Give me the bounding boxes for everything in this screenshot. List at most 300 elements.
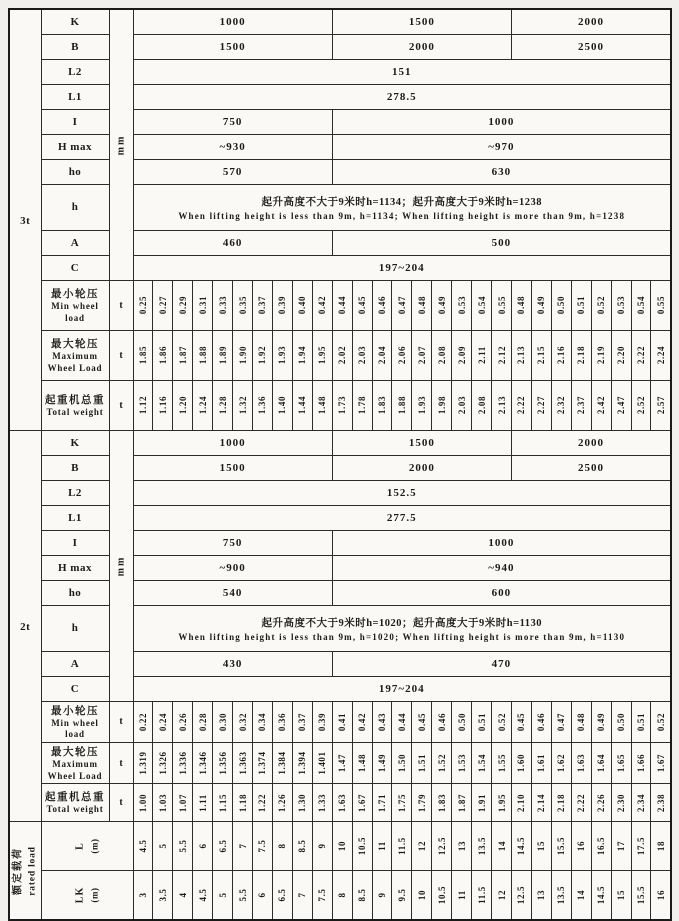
rotated-text: 0.54 — [476, 295, 487, 315]
load-value-cell — [193, 784, 213, 822]
load-value-cell — [253, 784, 273, 822]
load-value-cell — [571, 784, 591, 822]
load-value-cell — [512, 330, 532, 380]
load-value-cell — [651, 380, 671, 430]
load-value-cell — [133, 380, 153, 430]
rotated-text: 5.5 — [237, 888, 248, 902]
load-value-cell — [591, 784, 611, 822]
span-value-cell — [272, 822, 292, 871]
rotated-text: 2.02 — [337, 345, 347, 365]
rotated-text: 1.33 — [317, 793, 328, 812]
rotated-text: 0.50 — [556, 295, 567, 315]
rotated-text: 14 — [576, 889, 587, 901]
rotated-text: 2.22 — [635, 345, 646, 365]
rotated-text: 0.46 — [376, 295, 387, 315]
rotated-text: 18 — [655, 841, 666, 852]
unit-t-cell: t — [109, 742, 133, 783]
span-value-cell — [571, 871, 591, 920]
load-value-cell — [173, 784, 193, 822]
rotated-text: 0.32 — [237, 712, 248, 731]
rotated-text: 1.67 — [356, 793, 367, 812]
load-value-cell — [631, 380, 651, 430]
span-value-cell — [452, 822, 472, 871]
load-value-cell — [531, 330, 551, 380]
rotated-text: 14 — [496, 841, 507, 852]
span-value-cell — [352, 871, 372, 920]
rotated-text: 0.46 — [436, 712, 447, 731]
span-value-cell — [512, 822, 532, 871]
span-value-cell — [213, 822, 233, 871]
rotated-text: 2.13 — [496, 395, 507, 415]
load-value-cell — [651, 784, 671, 822]
rotated-text: 13 — [536, 889, 547, 901]
load-value-cell — [253, 742, 273, 783]
load-value-cell — [352, 330, 372, 380]
span-value-cell — [292, 822, 312, 871]
span-value-cell — [472, 871, 492, 920]
load-value-cell — [372, 701, 392, 742]
span-value-cell — [372, 871, 392, 920]
load-value-cell — [292, 280, 312, 330]
load-value-cell — [412, 280, 432, 330]
rotated-text: 0.22 — [137, 712, 148, 731]
rotated-text: 0.50 — [615, 712, 626, 731]
param-label-L2: L2 — [41, 480, 109, 505]
rotated-text: 2.47 — [615, 395, 626, 415]
rotated-text: 1.61 — [536, 753, 547, 773]
param-label-h: h — [41, 184, 109, 230]
span-value-cell — [472, 822, 492, 871]
load-value-cell — [312, 380, 332, 430]
load-value-cell — [392, 380, 412, 430]
dim-value-cell: ~900 — [133, 555, 332, 580]
span-value-cell — [531, 871, 551, 920]
load-value-cell — [551, 380, 571, 430]
load-value-cell — [173, 280, 193, 330]
rotated-text: 1.92 — [257, 345, 268, 365]
load-value-cell — [651, 280, 671, 330]
dim-value-cell: ~940 — [332, 555, 671, 580]
span-value-cell — [512, 871, 532, 920]
load-value-cell — [392, 701, 412, 742]
rotated-text: 7.5 — [257, 839, 268, 853]
rotated-text: 4.5 — [197, 888, 208, 902]
param-label-ho: ho — [41, 159, 109, 184]
load-value-cell — [332, 380, 352, 430]
load-value-cell — [272, 701, 292, 742]
rotated-text: 1.326 — [157, 751, 168, 775]
load-value-cell — [332, 701, 352, 742]
rotated-text: 1.75 — [396, 793, 407, 812]
span-value-cell — [233, 871, 253, 920]
rotated-text: 2.52 — [635, 395, 646, 415]
rotated-text: 0.48 — [416, 295, 427, 315]
load-value-cell — [213, 742, 233, 783]
load-value-cell — [153, 330, 173, 380]
load-value-cell — [611, 784, 631, 822]
load-value-cell — [611, 742, 631, 783]
load-row-label: 最小轮压 Min wheel load — [41, 701, 109, 742]
load-value-cell — [392, 784, 412, 822]
load-value-cell — [253, 330, 273, 380]
load-value-cell — [571, 330, 591, 380]
load-value-cell — [332, 784, 352, 822]
load-value-cell — [352, 280, 372, 330]
rotated-text: 额定载荷 rated load — [12, 845, 38, 896]
load-row-label: 起重机总重 Total weight — [41, 380, 109, 430]
rotated-text: 1.55 — [496, 753, 507, 773]
rotated-text: 2.15 — [536, 345, 547, 365]
rotated-text: 15 — [615, 889, 626, 901]
load-value-cell — [272, 380, 292, 430]
rotated-text: 2.37 — [576, 395, 587, 415]
rotated-text: 1.12 — [137, 395, 148, 415]
span-value-cell — [253, 822, 273, 871]
load-value-cell — [492, 742, 512, 783]
rotated-text: 0.52 — [595, 295, 606, 315]
rotated-text: 2.38 — [655, 793, 666, 812]
dim-value-cell — [133, 605, 671, 651]
load-value-cell — [372, 784, 392, 822]
dim-value-cell: 500 — [332, 230, 671, 255]
span-value-cell — [332, 871, 352, 920]
span-value-cell — [153, 822, 173, 871]
rotated-text: 1.93 — [416, 395, 427, 415]
param-label-H-max: H max — [41, 134, 109, 159]
rotated-text: 0.43 — [376, 712, 387, 731]
rotated-text: 0.41 — [337, 712, 347, 731]
dim-value-cell: 430 — [133, 651, 332, 676]
param-label-B: B — [41, 34, 109, 59]
load-value-cell — [412, 784, 432, 822]
dim-value-cell: 540 — [133, 580, 332, 605]
rotated-text: 1.394 — [297, 751, 308, 775]
load-value-cell — [512, 380, 532, 430]
load-value-cell — [531, 742, 551, 783]
rotated-text: 2.27 — [536, 395, 547, 415]
load-value-cell — [292, 742, 312, 783]
param-label-C: C — [41, 255, 109, 280]
rotated-text: 0.47 — [396, 295, 407, 315]
load-value-cell — [631, 280, 651, 330]
load-value-cell — [551, 701, 571, 742]
rotated-text: 2.18 — [556, 793, 567, 812]
rotated-text: 0.33 — [217, 295, 228, 315]
rotated-text: 12.5 — [436, 837, 447, 856]
load-value-cell — [213, 784, 233, 822]
rotated-text: 7 — [237, 843, 248, 849]
rotated-text: 1.90 — [237, 345, 248, 365]
load-value-cell — [551, 784, 571, 822]
load-value-cell — [412, 380, 432, 430]
rotated-text: 1.36 — [257, 395, 268, 415]
span-value-cell — [591, 871, 611, 920]
dim-value-cell: 197~204 — [133, 255, 671, 280]
load-value-cell — [133, 784, 153, 822]
rotated-text: 0.52 — [496, 712, 507, 731]
load-value-cell — [492, 280, 512, 330]
load-value-cell — [352, 784, 372, 822]
param-label-L2: L2 — [41, 59, 109, 84]
rotated-text: 2.08 — [436, 345, 447, 365]
load-value-cell — [133, 280, 153, 330]
rotated-text: 0.48 — [516, 295, 527, 315]
param-label-B: B — [41, 455, 109, 480]
span-value-cell — [571, 822, 591, 871]
load-value-cell — [372, 380, 392, 430]
rotated-text: 12 — [496, 889, 507, 901]
span-value-cell — [312, 822, 332, 871]
span-value-cell — [332, 822, 352, 871]
rotated-text: 1.363 — [237, 751, 248, 775]
dim-value-cell: 2500 — [512, 34, 671, 59]
span-value-cell — [372, 822, 392, 871]
load-value-cell — [492, 701, 512, 742]
span-value-cell — [392, 822, 412, 871]
load-value-cell — [233, 380, 253, 430]
load-value-cell — [611, 701, 631, 742]
rotated-text: 0.47 — [556, 712, 567, 731]
load-value-cell — [472, 742, 492, 783]
rotated-text: 0.35 — [237, 295, 248, 315]
load-value-cell — [332, 330, 352, 380]
rotated-text: 1.65 — [615, 753, 626, 773]
rotated-text: 8.5 — [297, 839, 308, 853]
rotated-text: 0.30 — [217, 712, 228, 731]
dim-value-cell: 1500 — [133, 34, 332, 59]
load-value-cell — [173, 330, 193, 380]
dim-value-cell: 750 — [133, 109, 332, 134]
rotated-text: 2.34 — [635, 793, 646, 812]
load-value-cell — [611, 330, 631, 380]
param-label-ho: ho — [41, 580, 109, 605]
load-value-cell — [193, 280, 213, 330]
rotated-text: 2.22 — [576, 793, 587, 812]
rotated-text: 1.07 — [177, 793, 188, 812]
rotated-text: 12 — [416, 841, 427, 852]
rotated-text: 0.51 — [576, 295, 587, 315]
load-value-cell — [312, 742, 332, 783]
load-value-cell — [292, 380, 312, 430]
span-value-cell — [253, 871, 273, 920]
rotated-text: 0.37 — [257, 295, 268, 315]
load-row-label: 最大轮压 Maximum Wheel Load — [41, 742, 109, 783]
load-value-cell — [233, 330, 253, 380]
rotated-text: 0.45 — [516, 712, 527, 731]
load-value-cell — [512, 280, 532, 330]
span-value-cell — [531, 822, 551, 871]
dim-value-cell: 2000 — [512, 9, 671, 34]
load-value-cell — [233, 742, 253, 783]
section-label-text: 2t — [20, 620, 31, 633]
param-label-I: I — [41, 109, 109, 134]
rotated-text: 1.384 — [277, 751, 288, 775]
rotated-text: 1.86 — [157, 345, 168, 365]
rotated-text: 15 — [536, 841, 547, 852]
rotated-text: 0.26 — [177, 712, 188, 731]
rotated-text: 1.88 — [197, 345, 208, 365]
load-value-cell — [412, 330, 432, 380]
rotated-text: 1.98 — [436, 395, 447, 415]
load-value-cell — [591, 380, 611, 430]
load-value-cell — [631, 701, 651, 742]
load-value-cell — [272, 784, 292, 822]
crane-spec-table — [8, 8, 672, 921]
rotated-text: 1.40 — [277, 395, 288, 415]
load-value-cell — [432, 701, 452, 742]
load-value-cell — [153, 280, 173, 330]
load-value-cell — [591, 330, 611, 380]
rotated-text: 0.46 — [536, 712, 547, 731]
load-value-cell — [551, 280, 571, 330]
rotated-text: 0.25 — [137, 295, 148, 315]
rotated-text: 16 — [576, 841, 587, 852]
load-value-cell — [492, 330, 512, 380]
rotated-text: 0.42 — [356, 712, 367, 731]
param-label-h: h — [41, 605, 109, 651]
rotated-text: 1.95 — [496, 793, 507, 812]
param-label-A: A — [41, 651, 109, 676]
rotated-text: 1.91 — [476, 793, 487, 812]
load-value-cell — [472, 280, 492, 330]
section-label-3t — [9, 9, 41, 430]
span-value-cell — [173, 822, 193, 871]
span-value-cell — [173, 871, 193, 920]
load-value-cell — [292, 784, 312, 822]
dim-value-cell: 2000 — [332, 34, 511, 59]
rotated-text: 1.95 — [317, 345, 328, 365]
rotated-text: 0.49 — [436, 295, 447, 315]
load-value-cell — [571, 380, 591, 430]
rotated-text: 0.31 — [197, 295, 208, 315]
rotated-text: 1.47 — [337, 753, 347, 773]
load-value-cell — [213, 330, 233, 380]
load-value-cell — [272, 330, 292, 380]
span-value-cell — [193, 822, 213, 871]
load-value-cell — [312, 280, 332, 330]
param-label-K: K — [41, 9, 109, 34]
span-value-cell — [312, 871, 332, 920]
load-value-cell — [571, 742, 591, 783]
dim-value-cell: 1000 — [332, 530, 671, 555]
load-value-cell — [472, 701, 492, 742]
rotated-text: 1.79 — [416, 793, 427, 812]
rotated-text: 10 — [337, 841, 347, 852]
load-value-cell — [193, 742, 213, 783]
load-value-cell — [432, 742, 452, 783]
rotated-text: 0.37 — [297, 712, 308, 731]
dim-value-cell: 1500 — [332, 430, 511, 455]
rotated-text: 2.16 — [556, 345, 567, 365]
rotated-text: 5.5 — [177, 839, 188, 853]
rotated-text: 1.319 — [137, 751, 148, 775]
rotated-text: 2.10 — [516, 793, 527, 812]
rotated-text: 0.51 — [476, 712, 487, 731]
span-value-cell — [551, 871, 571, 920]
rotated-text: 1.11 — [197, 793, 208, 812]
rotated-text: 5 — [217, 892, 228, 898]
span-value-cell — [233, 822, 253, 871]
rotated-text: 0.44 — [396, 712, 407, 731]
rotated-text: 2.06 — [396, 345, 407, 365]
rotated-text: 1.53 — [456, 753, 467, 773]
load-value-cell — [452, 742, 472, 783]
rotated-text: 5 — [157, 843, 168, 849]
rotated-text: 6.5 — [277, 888, 288, 902]
rotated-text: 1.24 — [197, 395, 208, 415]
load-value-cell — [312, 701, 332, 742]
load-value-cell — [472, 330, 492, 380]
span-value-cell — [412, 871, 432, 920]
crane-spec-table-host — [8, 8, 679, 921]
rotated-text: 0.45 — [416, 712, 427, 731]
rotated-text: 1.18 — [237, 793, 248, 812]
load-value-cell — [153, 784, 173, 822]
span-value-cell — [213, 871, 233, 920]
span-value-cell — [272, 871, 292, 920]
load-value-cell — [631, 742, 651, 783]
rotated-text: 2.30 — [615, 793, 626, 812]
rotated-text: 2.22 — [516, 395, 527, 415]
param-label-L1: L1 — [41, 505, 109, 530]
rotated-text: 16.5 — [595, 837, 606, 856]
unit-t-cell: t — [109, 701, 133, 742]
load-value-cell — [133, 701, 153, 742]
rotated-text: 1.346 — [197, 751, 208, 775]
load-value-cell — [432, 380, 452, 430]
rotated-text: 0.55 — [496, 295, 507, 315]
rotated-text: 0.52 — [655, 712, 666, 731]
rotated-text: 0.54 — [635, 295, 646, 315]
load-value-cell — [153, 380, 173, 430]
rotated-text: 0.36 — [277, 712, 288, 731]
rotated-text: 11 — [456, 890, 467, 900]
load-value-cell — [233, 701, 253, 742]
rotated-text: 1.32 — [237, 395, 248, 415]
rotated-text: 9 — [376, 892, 387, 898]
load-value-cell — [432, 330, 452, 380]
rotated-text: 1.66 — [635, 753, 646, 773]
unit-mm-cell — [109, 430, 133, 701]
load-value-cell — [531, 784, 551, 822]
load-value-cell — [133, 742, 153, 783]
rotated-text: 11.5 — [396, 837, 407, 856]
rotated-text: 15.5 — [556, 837, 567, 856]
rotated-text: 0.50 — [456, 712, 467, 731]
rotated-text: 1.48 — [317, 395, 328, 415]
load-row-label: 最大轮压 Maximum Wheel Load — [41, 330, 109, 380]
load-value-cell — [512, 742, 532, 783]
dim-value-cell: 152.5 — [133, 480, 671, 505]
lifting-height-note-en: When lifting height is less than 9m, h=1134; When lifting height is more than 9m, h=1238 — [178, 210, 626, 221]
rotated-text: 13 — [456, 841, 467, 852]
load-value-cell — [352, 701, 372, 742]
load-value-cell — [472, 784, 492, 822]
load-value-cell — [512, 701, 532, 742]
dim-value-cell: 151 — [133, 59, 671, 84]
load-value-cell — [153, 701, 173, 742]
dim-value-cell: 1500 — [133, 455, 332, 480]
unit-t-cell: t — [109, 280, 133, 330]
rotated-text: 12.5 — [516, 885, 527, 905]
span-value-cell — [133, 822, 153, 871]
rotated-text: 1.54 — [476, 753, 487, 773]
rotated-text: 1.374 — [257, 751, 268, 775]
load-value-cell — [213, 380, 233, 430]
load-value-cell — [452, 701, 472, 742]
rotated-text: 6 — [257, 892, 268, 898]
rotated-text: 2.57 — [655, 395, 666, 415]
